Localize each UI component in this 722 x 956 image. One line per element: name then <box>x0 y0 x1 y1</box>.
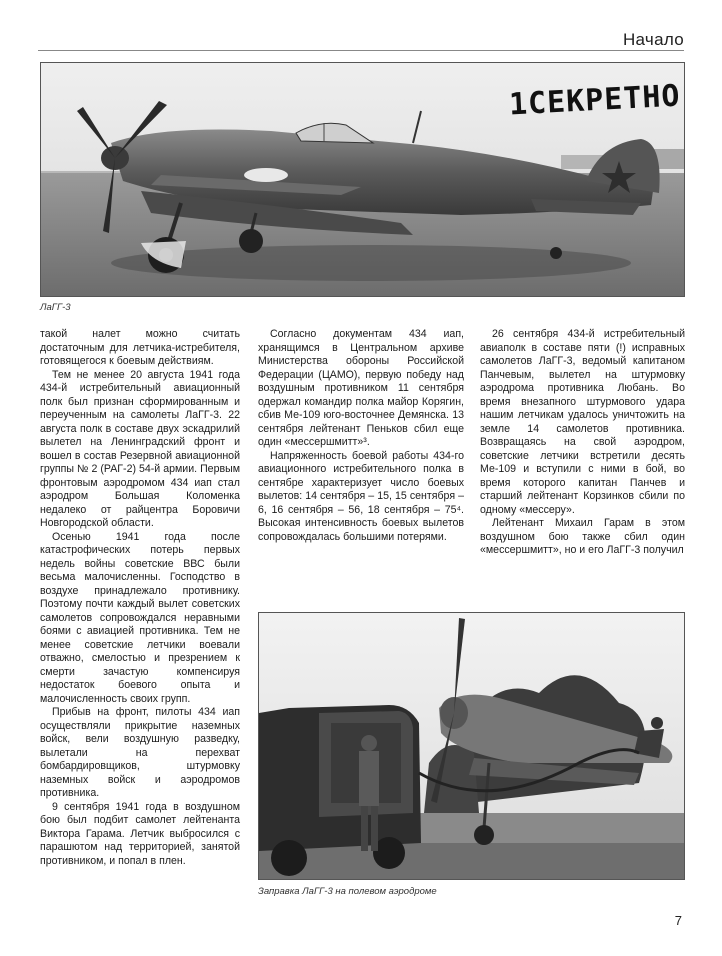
paragraph: Лейтенант Михаил Гарам в этом воздушном бою также сбил один «мессершмитт», но и его ЛаГГ-3 получил <box>480 517 685 556</box>
text-column-3 <box>480 328 685 558</box>
paragraph: Прибыв на фронт, пилоты 434 иап осуществляли прикрытие наземных войск, вели воздушную разведку, вылетали на перехват бомбардировщиков, штурмовку наземных войск и аэродромов противника. <box>40 706 240 799</box>
paragraph: Напряженность боевой работы 434-го авиационного истребительного полка в сентябре характеризует число боевых вылетов: 14 сентября – 15, 15 сентября – 6, 16 сентября – 56, 18 сентября – 75⁴. Высокая интенсивность боевых вылетов сопровождалась большими потерями. <box>258 449 464 543</box>
section-title: Начало <box>622 30 684 49</box>
paragraph: Согласно документам 434 иап, хранящимся в Центральном архиве Министерства обороны Российской Федерации (ЦАМО), первую победу над воздушным противником 11 сентября одержал командир полка майор Корягин, сбив Ме-109 юго-восточнее Демянска. 13 сентября лейтенант Пеньков сбил еще один «мессершмитт»³. <box>258 328 464 448</box>
text-column-2 <box>258 328 464 544</box>
paragraph: 26 сентября 434-й истребительный авиаполк в составе пяти (!) исправных самолетов ЛаГГ-3, ведомый капитаном Панчевым, вылетел на штурмовку аэродрома противника Любань. Во время внезапного штурмового удара нашим летчикам удалось уничтожить на земле 14 самолетов противника. Возвращаясь на свой аэродром, советские летчики встретили десять Ме-109 и вступили с ними в бой, во время которого капитан Панчев и старший лейтенант Корзинков сбили по одному «мессеру». <box>480 328 685 516</box>
bottom-photo-caption: Заправка ЛаГГ-3 на полевом аэродроме <box>258 886 437 897</box>
refueling-scene-illustration <box>259 613 685 880</box>
secret-stamp: 1СЕКРЕТНО <box>508 78 682 123</box>
page-number: 7 <box>674 913 682 928</box>
top-photo-caption: ЛаГГ-3 <box>40 302 71 313</box>
top-photo-lagg3 <box>40 62 685 297</box>
bottom-photo-refueling <box>258 612 685 880</box>
paragraph: такой налет можно считать достаточным для летчика-истребителя, готовящегося к боевым действиям. <box>40 328 240 367</box>
paragraph: 9 сентября 1941 года в воздушном бою был подбит самолет лейтенанта Виктора Гарама. Летчик выбросился с парашютом над территорией, занятой противником, и попал в плен. <box>40 800 240 867</box>
paragraph: Осенью 1941 года после катастрофических потерь первых недель войны советские ВВС были весьма малочисленны. Господство в воздухе принадлежало противнику. Поэтому почти каждый вылет советских самолетов сопровождался неравными боями с авиацией противника. Тем не менее советские летчики воевали отважно, смелостью и презрением к смерти зачастую компенсируя недостаток боевого опыта и малочисленность своих групп. <box>40 530 240 705</box>
paragraph: Тем не менее 20 августа 1941 года 434-й истребительный авиационный полк был признан сформированным и переученным на самолеты ЛаГГ-3. 22 августа полк в составе двух эскадрилий вылетел на Ленинградский фронт и вошел в состав Резервной авиационной группы № 2 (РАГ-2) 54-й армии. Первым фронтовым аэродромом 434 иап стал аэродром Большая Коломенка недалеко от райцентра Боровичи Новгородской области. <box>40 368 240 529</box>
header-divider <box>38 50 684 51</box>
text-column-1 <box>40 328 240 868</box>
